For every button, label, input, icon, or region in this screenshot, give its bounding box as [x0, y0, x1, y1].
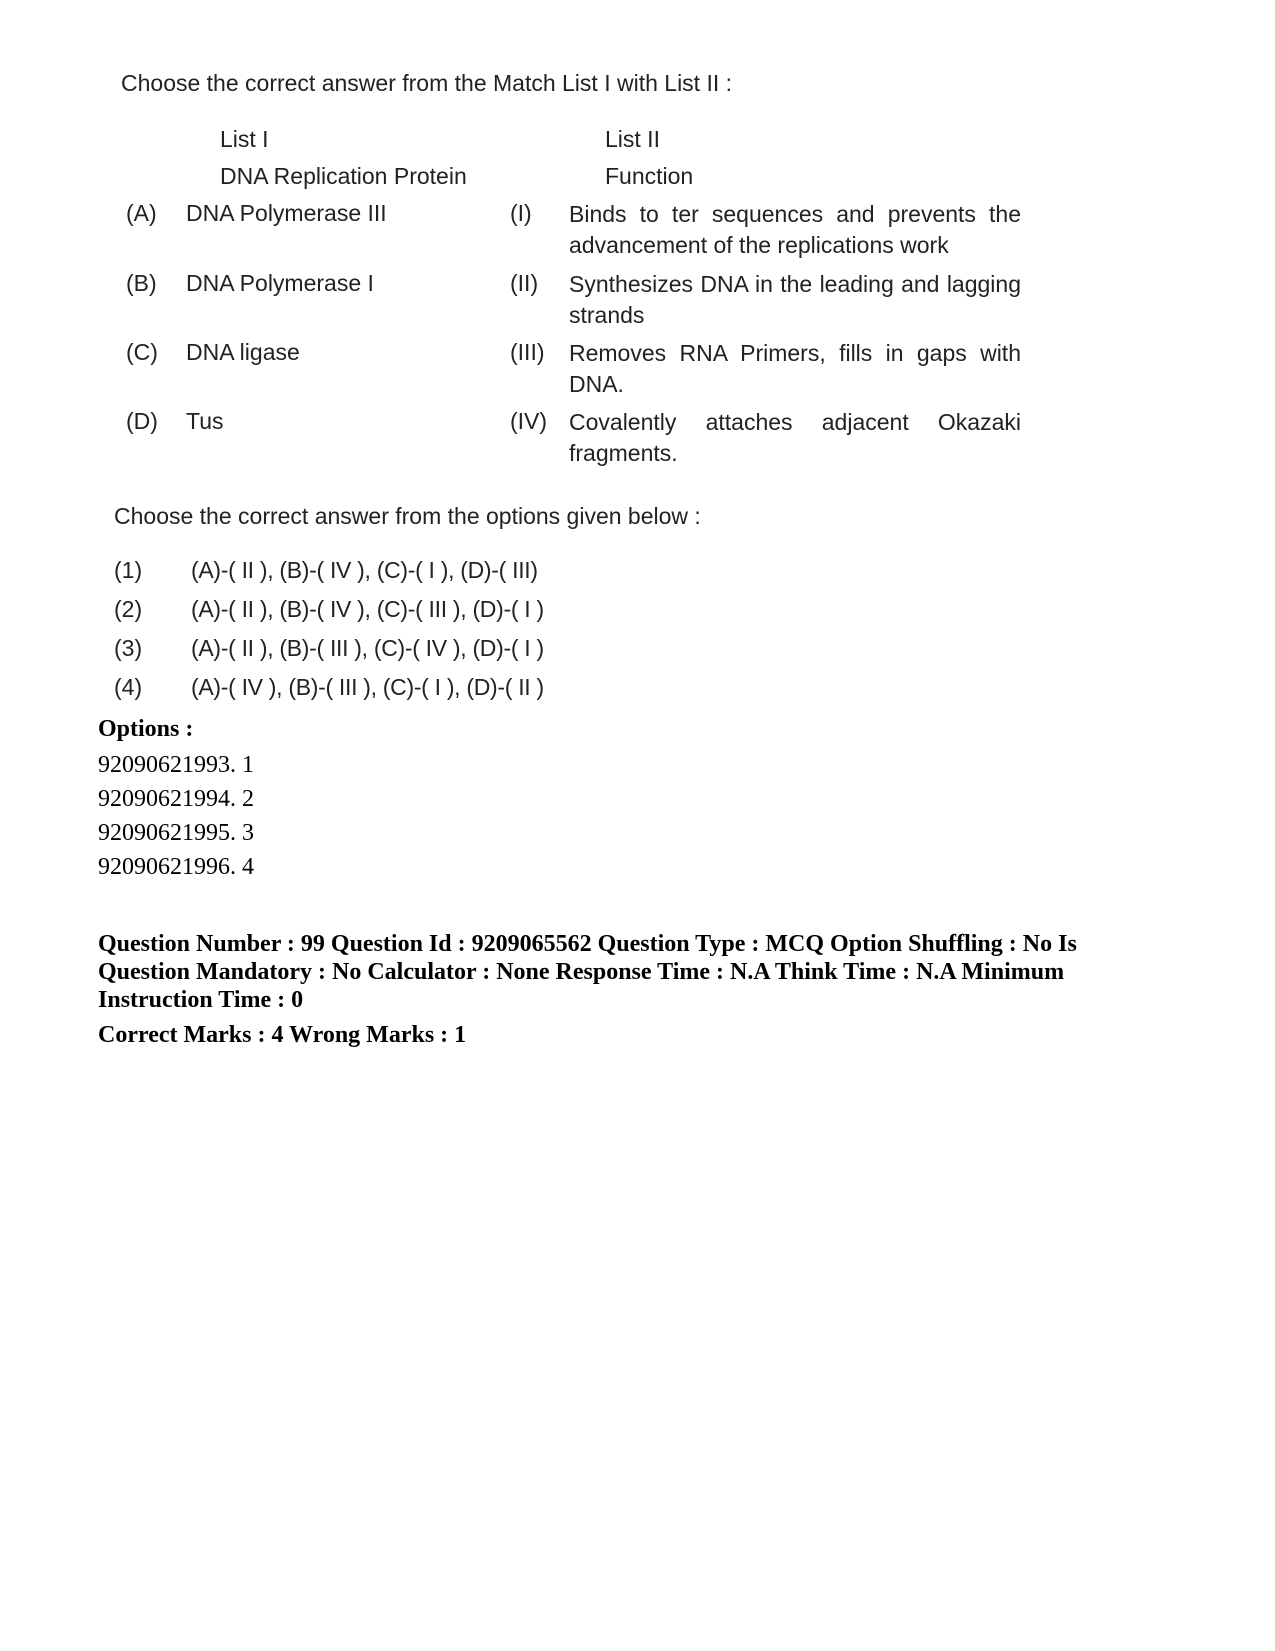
list1-item-label: (C)	[126, 339, 158, 365]
list2-item-text	[569, 407, 1021, 469]
list1-item-text: Tus	[186, 408, 224, 434]
choice-number: (2)	[114, 596, 143, 622]
list2-heading: List II	[605, 126, 660, 152]
choice-text: (A)-( II ), (B)-( IV ), (C)-( III ), (D)-( I )	[191, 596, 544, 622]
option-item: 92090621996. 4	[98, 854, 254, 880]
list2-item-line1: Removes RNA Primers, fills in gaps with	[569, 340, 1021, 366]
choice-text: (A)-( II ), (B)-( IV ), (C)-( I ), (D)-( III)	[191, 557, 538, 583]
list1-subheading: DNA Replication Protein	[220, 163, 467, 189]
list2-item-label: (I)	[510, 200, 532, 226]
list2-item-label: (IV)	[510, 408, 548, 434]
list2-item-label: (III)	[510, 339, 545, 365]
list2-item-label: (II)	[510, 270, 539, 296]
choice-number: (4)	[114, 674, 143, 700]
list2-item-line1: Binds to ter sequences and prevents the	[569, 201, 1021, 227]
list1-item-label: (D)	[126, 408, 158, 434]
list2-item-text	[569, 338, 1021, 400]
list2-item-line2: DNA.	[569, 371, 624, 397]
option-item: 92090621994. 2	[98, 786, 254, 812]
list2-item-line2: advancement of the replications work	[569, 232, 949, 258]
option-item: 92090621995. 3	[98, 820, 254, 846]
list1-item-label: (A)	[126, 200, 157, 226]
choice-number: (1)	[114, 557, 143, 583]
list2-item-line2: fragments.	[569, 440, 678, 466]
list2-item-line1: Synthesizes DNA in the leading and lagging	[569, 271, 1021, 297]
list2-subheading: Function	[605, 163, 694, 189]
list2-item-line1: Covalently attaches adjacent Okazaki	[569, 409, 1021, 435]
choice-text: (A)-( II ), (B)-( III ), (C)-( IV ), (D)-( I )	[191, 635, 544, 661]
option-item: 92090621993. 1	[98, 752, 254, 778]
list2-item-text	[569, 269, 1021, 331]
list2-item-text	[569, 199, 1021, 261]
marks-info: Correct Marks : 4 Wrong Marks : 1	[98, 1022, 467, 1048]
list1-item-text: DNA Polymerase I	[186, 270, 374, 296]
choose-prompt: Choose the correct answer from the options given below :	[114, 503, 701, 529]
options-title: Options :	[98, 716, 194, 742]
list1-item-text: DNA ligase	[186, 339, 300, 365]
list2-item-line2: strands	[569, 302, 645, 328]
list1-item-text: DNA Polymerase III	[186, 200, 387, 226]
list1-item-label: (B)	[126, 270, 157, 296]
question-intro: Choose the correct answer from the Match List I with List II :	[121, 70, 733, 96]
choice-number: (3)	[114, 635, 143, 661]
choice-text: (A)-( IV ), (B)-( III ), (C)-( I ), (D)-( II )	[191, 674, 544, 700]
question-metadata: Question Number : 99 Question Id : 9209065562 Question Type : MCQ Option Shuffling : No Is Question Mandatory : No Calculator : None Response Time : N.A Think Time : N.A Minimum Instruction Time : 0	[98, 931, 1077, 1013]
list1-heading: List I	[220, 126, 269, 152]
